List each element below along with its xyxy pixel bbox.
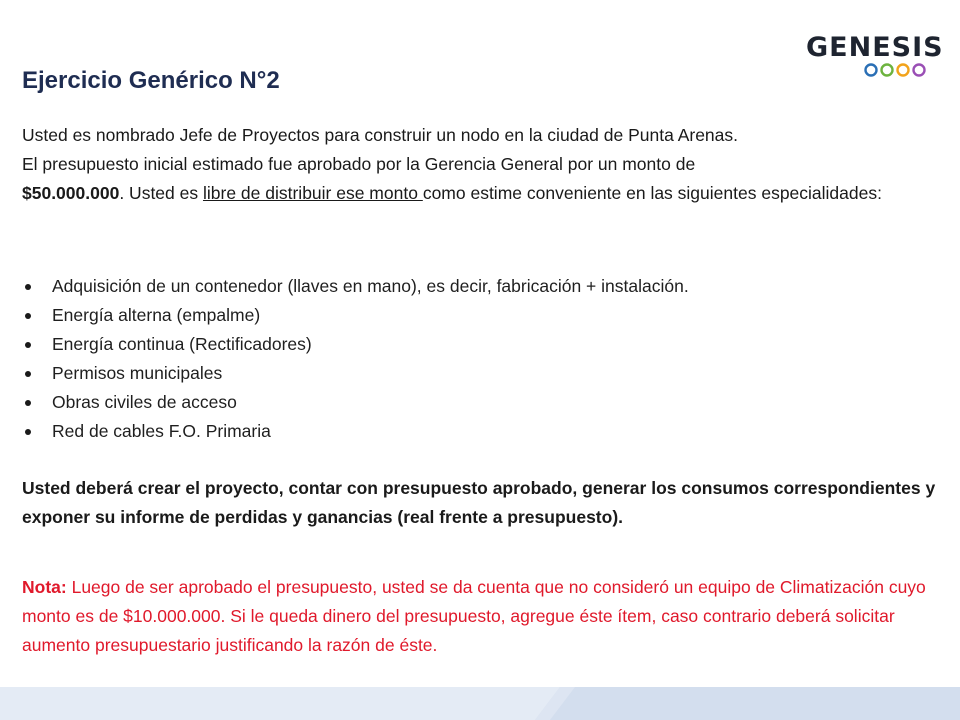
budget-amount: $50.000.000: [22, 183, 120, 203]
list-item-text: Red de cables F.O. Primaria: [52, 421, 271, 441]
list-item: [22, 388, 689, 417]
instruction-paragraph: Usted deberá crear el proyecto, contar con presupuesto aprobado, generar los consumos correspondientes y exponer su informe de perdidas y ganancias (real frente a presupuesto).: [22, 478, 936, 527]
list-item-text: Permisos municipales: [52, 363, 223, 383]
note-label: Nota:: [22, 577, 67, 597]
note-text: Luego de ser aprobado el presupuesto, usted se da cuenta que no consideró un equipo de Climatización cuyo monto es de $10.000.000. Si le queda dinero del presupuesto, agregue éste ítem, caso contrario deberá solicitar aumento presupuestario justificando la razón de éste.: [22, 577, 926, 655]
intro-line-2: [22, 150, 957, 208]
intro-line-1: Usted es nombrado Jefe de Proyectos para construir un nodo en la ciudad de Punta Arenas.: [22, 125, 739, 145]
list-item-text: Adquisición de un contenedor (llaves en mano), es decir, fabricación + instalación.: [52, 276, 689, 296]
bullet-icon: [25, 342, 31, 348]
list-item-text: Energía continua (Rectificadores): [52, 334, 312, 354]
list-item: [22, 301, 689, 330]
logo-rings-icon: [862, 62, 932, 78]
intro-paragraph: [22, 121, 957, 208]
page-title: Ejercicio Genérico N°2: [22, 67, 280, 94]
logo-text: GENESIS: [806, 32, 944, 63]
bullet-icon: [25, 313, 31, 319]
intro-rest-text: como estime conveniente en las siguientes especialidades:: [422, 183, 882, 203]
genesis-logo: [806, 32, 944, 84]
bullet-icon: [25, 429, 31, 435]
underlined-phrase: libre de distribuir ese monto: [202, 183, 423, 203]
bullet-icon: [25, 400, 31, 406]
intro-mid-text: . Usted es: [119, 183, 203, 203]
note-paragraph: [22, 573, 957, 660]
list-item: [22, 359, 689, 388]
list-item: [22, 417, 689, 446]
specialties-list: [22, 272, 689, 446]
list-item-text: Obras civiles de acceso: [52, 392, 237, 412]
footer-band: [0, 687, 960, 720]
list-item: [22, 330, 689, 359]
bullet-icon: [25, 284, 31, 290]
intro-line-2-text: El presupuesto inicial estimado fue aprobado por la Gerencia General por un monto de: [22, 154, 696, 174]
bullet-icon: [25, 371, 31, 377]
list-item: [22, 272, 689, 301]
list-item-text: Energía alterna (empalme): [52, 305, 261, 325]
